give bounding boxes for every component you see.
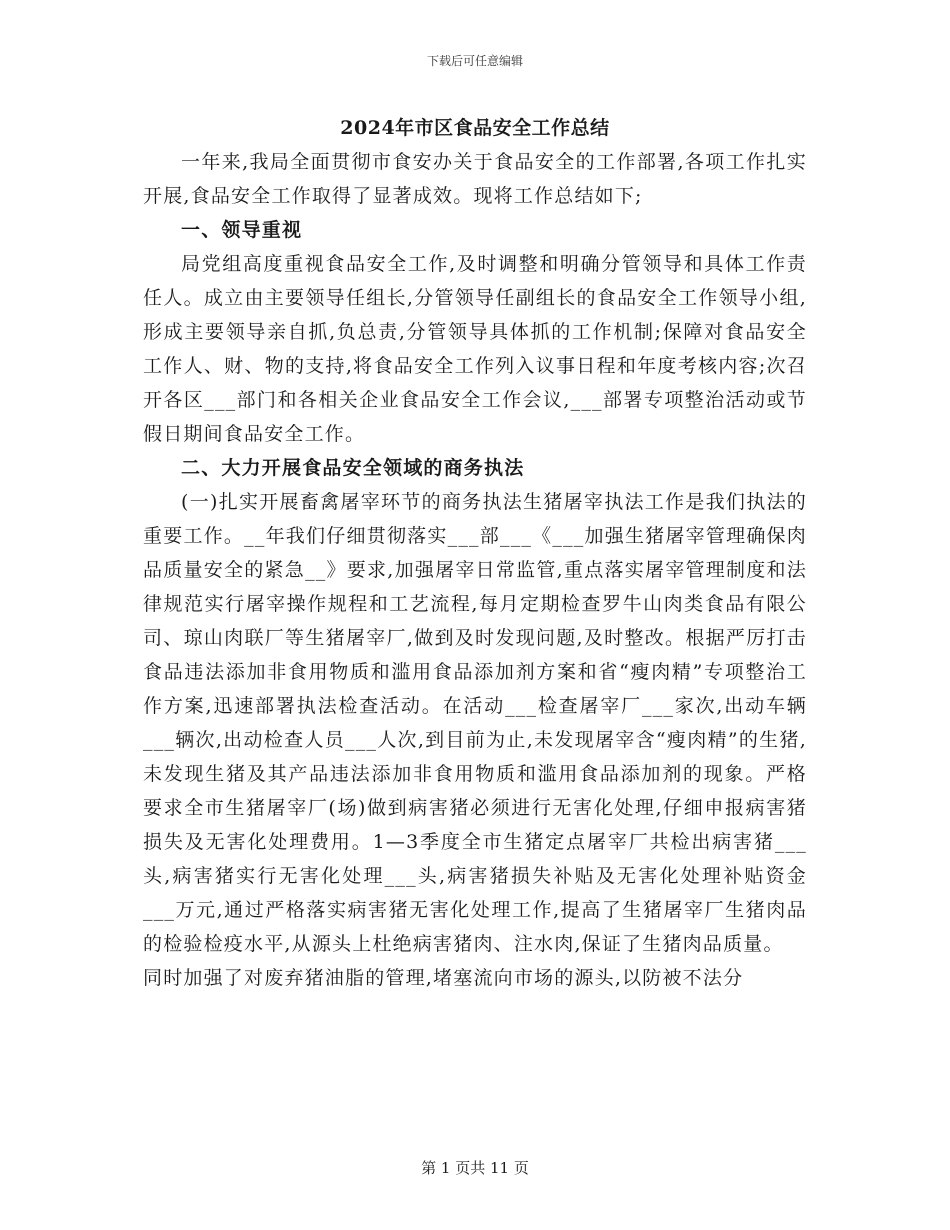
intro-paragraph: 一年来,我局全面贯彻市食安办关于食品安全的工作部署,各项工作扎实开展,食品安全工作取得了显著成效。现将工作总结如下; xyxy=(143,151,807,207)
section-heading-2: 二、大力开展食品安全领域的商务执法 xyxy=(181,457,525,479)
section-2-paragraph: (一)扎实开展畜禽屠宰环节的商务执法生猪屠宰执法工作是我们执法的重要工作。__年我们仔细贯彻落实___部___《___加强生猪屠宰管理确保肉品质量安全的紧急__》要求,加强屠宰日常监管,重点落实屠宰管理制度和法律规范实行屠宰操作规程和工艺流程,每月定期检查罗牛山肉类食品有限公司、琼山肉联厂等生猪屠宰厂,做到及时发现问题,及时整改。根据严厉打击食品违法添加非食用物质和滥用食品添加剂方案和省“瘦肉精”专项整治工作方案,迅速部署执法检查活动。在活动___检查屠宰厂___家次,出动车辆___辆次,出动检查人员___人次,到目前为止,未发现屠宰含“瘦肉精”的生猪,未发现生猪及其产品违法添加非食用物质和滥用食品添加剂的现象。严格要求全市生猪屠宰厂(场)做到病害猪必须进行无害化处理,仔细申报病害猪损失及无害化处理费用。1—3季度全市生猪定点屠宰厂共检出病害猪___头,病害猪实行无害化处理___头,病害猪损失补贴及无害化处理补贴资金___万元,通过严格落实病害猪无害化处理工作,提高了生猪屠宰厂生猪肉品的检验检疫水平,从源头上杜绝病害猪肉、注水肉,保证了生猪肉品质量。 xyxy=(143,491,807,955)
document-title: 2024年市区食品安全工作总结 xyxy=(340,117,610,139)
document-body xyxy=(143,145,807,995)
section-heading-1: 一、领导重视 xyxy=(181,219,303,241)
page-number-footer: 第 1 页共 11 页 xyxy=(421,1159,529,1177)
section-1-paragraph: 局党组高度重视食品安全工作,及时调整和明确分管领导和具体工作责任人。成立由主要领导任组长,分管领导任副组长的食品安全工作领导小组,形成主要领导亲自抓,负总责,分管领导具体抓的工作机制;保障对食品安全工作人、财、物的支持,将食品安全工作列入议事日程和年度考核内容;次召开各区___部门和各相关企业食品安全工作会议,___部署专项整治活动或节假日期间食品安全工作。 xyxy=(143,253,807,445)
page-header-note: 下载后可任意编辑 xyxy=(426,54,523,68)
section-2-continuation: 同时加强了对废弃猪油脂的管理,堵塞流向市场的源头,以防被不法分 xyxy=(143,967,744,989)
